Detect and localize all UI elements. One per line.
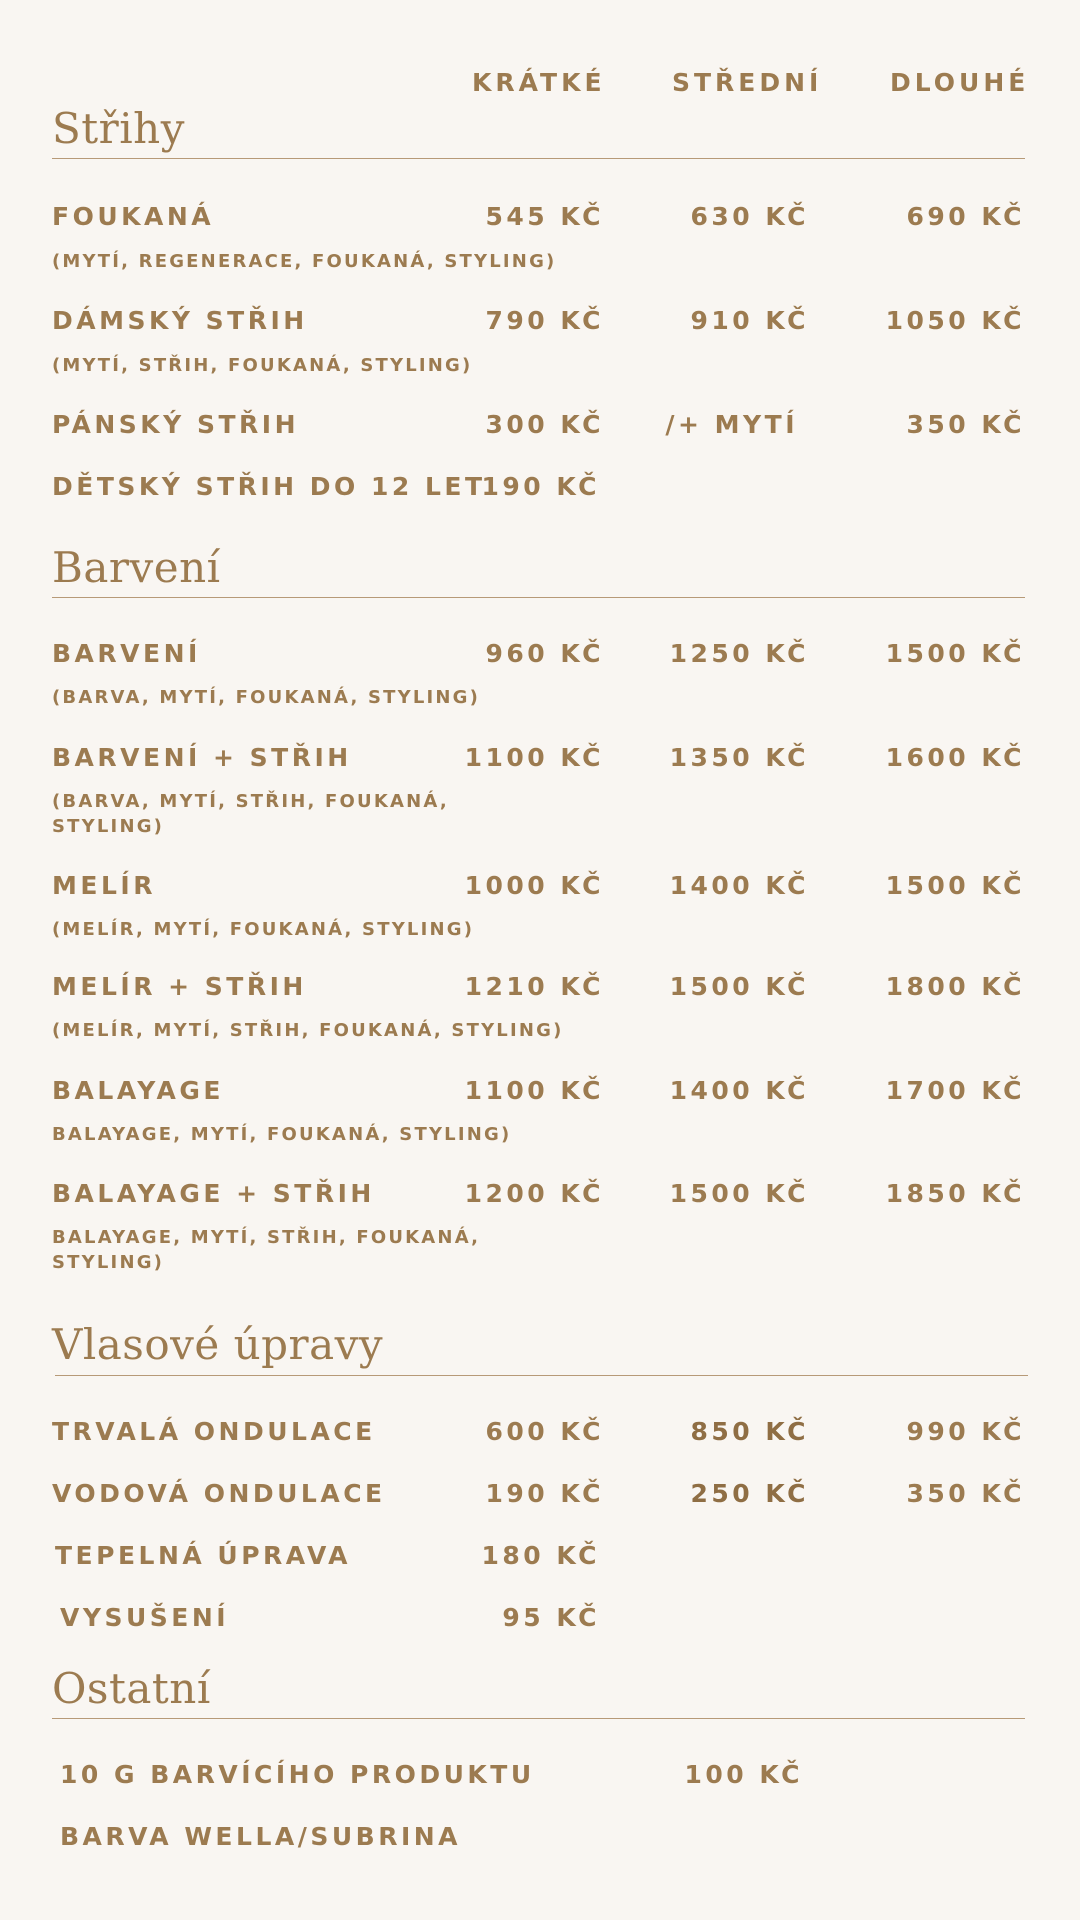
service-name: BARVA WELLA/SUBRINA bbox=[60, 1822, 462, 1851]
price-short: 1100 KČ bbox=[464, 1076, 604, 1105]
service-name: DĚTSKÝ STŘIH DO 12 LET bbox=[52, 472, 486, 501]
service-description: (MYTÍ, STŘIH, FOUKANÁ, STYLING) bbox=[52, 355, 473, 376]
price-long: 1700 KČ bbox=[885, 1076, 1025, 1105]
service-description: (BARVA, MYTÍ, STŘIH, FOUKANÁ, STYLING) bbox=[52, 791, 449, 837]
section-divider bbox=[55, 1375, 1028, 1376]
price-medium: 1500 KČ bbox=[669, 1179, 809, 1208]
service-description: (MELÍR, MYTÍ, STŘIH, FOUKANÁ, STYLING) bbox=[52, 1020, 564, 1041]
service-name: 10 G BARVÍCÍHO PRODUKTU bbox=[60, 1760, 535, 1789]
price-medium: 1400 KČ bbox=[669, 871, 809, 900]
price-long: 1050 KČ bbox=[885, 306, 1025, 335]
service-description: BALAYAGE, MYTÍ, STŘIH, FOUKANÁ, STYLING) bbox=[52, 1227, 481, 1273]
price-long: 350 KČ bbox=[906, 410, 1025, 439]
service-description: (MYTÍ, REGENERACE, FOUKANÁ, STYLING) bbox=[52, 251, 557, 272]
price-long: 1600 KČ bbox=[885, 743, 1025, 772]
price-short: 190 KČ bbox=[485, 1479, 604, 1508]
price-short: 190 KČ bbox=[481, 472, 600, 501]
price-short: 1100 KČ bbox=[464, 743, 604, 772]
price-medium: 1400 KČ bbox=[669, 1076, 809, 1105]
price-long: 990 KČ bbox=[906, 1417, 1025, 1446]
price-long: 690 KČ bbox=[906, 202, 1025, 231]
service-name: TEPELNÁ ÚPRAVA bbox=[55, 1541, 351, 1570]
price-short: 95 KČ bbox=[502, 1603, 600, 1632]
section-title-barveni: Barvení bbox=[52, 543, 221, 592]
price-medium: 1500 KČ bbox=[669, 972, 809, 1001]
section-divider bbox=[52, 158, 1025, 159]
price-short: 600 KČ bbox=[485, 1417, 604, 1446]
price-medium: 100 KČ bbox=[684, 1760, 803, 1789]
service-description: (MELÍR, MYTÍ, FOUKANÁ, STYLING) bbox=[52, 919, 475, 940]
service-name: VYSUŠENÍ bbox=[60, 1603, 230, 1632]
service-name: TRVALÁ ONDULACE bbox=[52, 1417, 376, 1446]
column-header-medium: STŘEDNÍ bbox=[672, 68, 823, 97]
price-short: 790 KČ bbox=[485, 306, 604, 335]
price-short: 180 KČ bbox=[481, 1541, 600, 1570]
price-short: 1000 KČ bbox=[464, 871, 604, 900]
price-long: 1500 KČ bbox=[885, 639, 1025, 668]
price-long: 1800 KČ bbox=[885, 972, 1025, 1001]
service-name: BARVENÍ bbox=[52, 639, 201, 668]
service-name: FOUKANÁ bbox=[52, 202, 215, 231]
section-divider bbox=[52, 597, 1025, 598]
price-long: 350 KČ bbox=[906, 1479, 1025, 1508]
price-short: 960 KČ bbox=[485, 639, 604, 668]
service-description: BALAYAGE, MYTÍ, FOUKANÁ, STYLING) bbox=[52, 1124, 512, 1145]
service-name: PÁNSKÝ STŘIH bbox=[52, 410, 300, 439]
service-description: (BARVA, MYTÍ, FOUKANÁ, STYLING) bbox=[52, 687, 481, 708]
price-long: 1500 KČ bbox=[885, 871, 1025, 900]
service-name: BARVENÍ + STŘIH bbox=[52, 743, 352, 772]
price-short: 545 KČ bbox=[485, 202, 604, 231]
service-name: BALAYAGE bbox=[52, 1076, 224, 1105]
column-header-short: KRÁTKÉ bbox=[472, 68, 606, 97]
price-medium: 1350 KČ bbox=[669, 743, 809, 772]
price-short: 300 KČ bbox=[485, 410, 604, 439]
price-short: 1200 KČ bbox=[464, 1179, 604, 1208]
price-medium: /+ MYTÍ bbox=[665, 410, 798, 439]
price-medium: 1250 KČ bbox=[669, 639, 809, 668]
section-divider bbox=[52, 1718, 1025, 1719]
price-medium: 910 KČ bbox=[690, 306, 809, 335]
service-name: MELÍR bbox=[52, 871, 156, 900]
price-short: 1210 KČ bbox=[464, 972, 604, 1001]
price-medium: 630 KČ bbox=[690, 202, 809, 231]
section-title-strihy: Střihy bbox=[52, 104, 185, 153]
price-medium: 250 KČ bbox=[690, 1479, 809, 1508]
price-long: 1850 KČ bbox=[885, 1179, 1025, 1208]
service-name: MELÍR + STŘIH bbox=[52, 972, 307, 1001]
service-name: VODOVÁ ONDULACE bbox=[52, 1479, 386, 1508]
column-header-long: DLOUHÉ bbox=[890, 68, 1030, 97]
price-medium: 850 KČ bbox=[690, 1417, 809, 1446]
section-title-ostatni: Ostatní bbox=[52, 1664, 211, 1713]
section-title-upravy: Vlasové úpravy bbox=[52, 1320, 384, 1369]
service-name: DÁMSKÝ STŘIH bbox=[52, 306, 308, 335]
service-name: BALAYAGE + STŘIH bbox=[52, 1179, 375, 1208]
